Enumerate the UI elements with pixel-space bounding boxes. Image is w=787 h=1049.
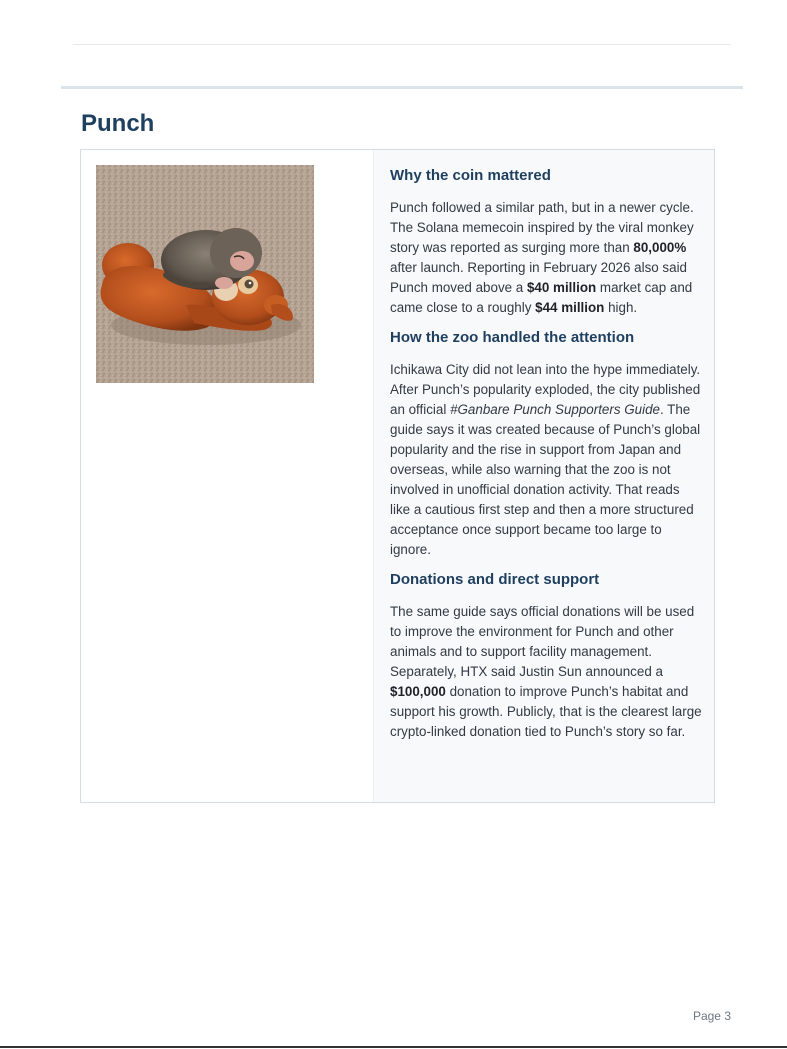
text-column: [373, 150, 714, 802]
text-run: Punch followed a similar path, but in a newer cycle. The Solana memecoin inspired by the viral monkey story was reported as surging more than: [390, 200, 694, 255]
emphasis-bold: 80,000%: [633, 240, 687, 255]
image-column: [81, 150, 373, 802]
bottom-border: [0, 1046, 787, 1048]
text-run: donation to improve Punch’s habitat and support his growth. Publicly, that is the clearest large crypto-linked donation tied to Punch’s story so far.: [390, 684, 702, 739]
text-run: after launch. Reporting in February 2026 also said Punch moved above a: [390, 260, 688, 295]
emphasis-bold: $44 million: [535, 300, 605, 315]
section-heading: Why the coin mattered: [390, 167, 551, 184]
emphasis-bold: $100,000: [390, 684, 446, 699]
text-run: The same guide says official donations will be used to improve the environment for Punch and other animals and to support facility management. Separately, HTX said Justin Sun announced a: [390, 604, 695, 679]
page-title: Punch: [81, 110, 155, 137]
text-run: market cap and came close to a roughly: [390, 280, 693, 315]
emphasis-bold: $40 million: [526, 280, 597, 295]
emphasis-italic: #Ganbare Punch Supporters Guide: [450, 402, 660, 417]
text-run: . The guide says it was created because of Punch’s global popularity and the rise in support from Japan and overseas, while also warning that the zoo is not involved in unofficial donation activity. That reads like a cautious first step and then a more structured acceptance once support became too large to ignore.: [390, 402, 701, 557]
section-heading: How the zoo handled the attention: [390, 329, 635, 346]
section-heading: Donations and direct support: [390, 571, 600, 588]
section-paragraph: [390, 602, 702, 742]
text-run: high.: [604, 300, 638, 315]
top-divider: [73, 44, 731, 45]
section-paragraph: [390, 198, 702, 318]
article-sections: [390, 166, 702, 752]
section-paragraph: [390, 360, 702, 560]
page-number: Page 3: [692, 1009, 731, 1023]
section-divider: [61, 86, 743, 89]
punch-monkey-photo: [96, 165, 314, 383]
text-run: Ichikawa City did not lean into the hype immediately. After Punch’s popularity exploded, the city published an official: [390, 362, 701, 417]
content-card: [80, 149, 715, 803]
